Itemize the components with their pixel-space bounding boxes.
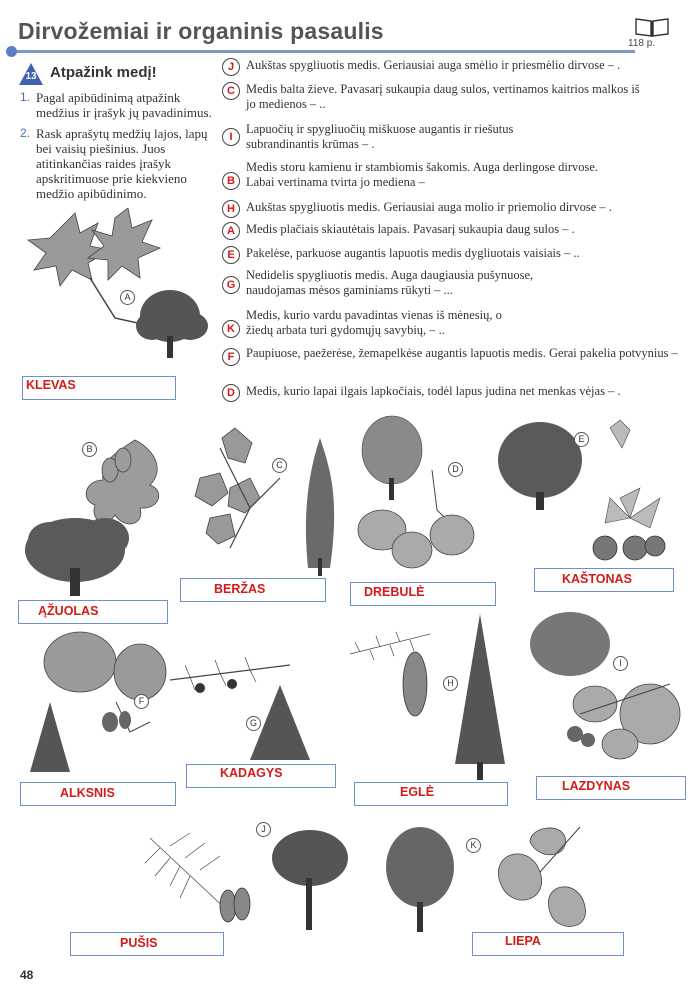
- task-number: 13: [25, 71, 37, 82]
- clue-answer-circle[interactable]: B: [222, 172, 240, 190]
- plate-label: F: [134, 694, 149, 709]
- answer-text: KLEVAS: [26, 378, 76, 392]
- plate-label: I: [613, 656, 628, 671]
- clue-item: [222, 346, 692, 361]
- instruction-text: Rask aprašytų medžių lajos, lapų bei vaisių piešinius. Juos atitinkančias raides įrašyk apskritimuose prie kiekvieno medžio apibūdinimo.: [36, 126, 208, 201]
- plate-label: H: [443, 676, 458, 691]
- answer-field-liepa[interactable]: [472, 932, 624, 956]
- clue-text: Paupiuose, paežerėse, žemapelkėse augantis lapuotis medis. Gerai pakelia potvynius –: [246, 346, 678, 360]
- clue-text: Medis balta žieve. Pavasarį sukaupia daug sulos, vertinamos kaitrios malkos iš jo medienos – ..: [246, 82, 640, 111]
- answer-text: LIEPA: [505, 934, 541, 948]
- clue-item: [222, 82, 692, 112]
- clue-answer-circle[interactable]: H: [222, 200, 240, 218]
- instruction-number: 2.: [20, 126, 31, 140]
- pine-illustration: [140, 818, 360, 933]
- answer-text: BERŽAS: [214, 582, 266, 596]
- answer-text: DREBULĖ: [364, 585, 425, 599]
- spruce-illustration: [340, 614, 520, 784]
- oak-illustration: [15, 430, 180, 600]
- clue-text: Aukštas spygliuotis medis. Geriausiai auga smėlio ir priesmėlio dirvose – .: [246, 58, 621, 72]
- answer-text: LAZDYNAS: [562, 779, 631, 793]
- plate-label: A: [120, 290, 135, 305]
- clue-item: [222, 58, 692, 73]
- answer-text: PUŠIS: [120, 936, 158, 950]
- instruction-number: 1.: [20, 90, 31, 104]
- clue-answer-circle[interactable]: K: [222, 320, 240, 338]
- clue-text: Medis, kurio lapai ilgais lapkočiais, todėl lapus judina net menkas vėjas – .: [246, 384, 621, 398]
- clue-answer-circle[interactable]: A: [222, 222, 240, 240]
- instruction-text: Pagal apibūdinimą atpažink medžius ir įrašyk jų pavadinimus.: [36, 90, 212, 120]
- header-dot: [6, 46, 17, 57]
- plate-label: G: [246, 716, 261, 731]
- answer-text: ALKSNIS: [60, 786, 115, 800]
- clue-answer-circle[interactable]: C: [222, 82, 240, 100]
- answer-text: KADAGYS: [220, 766, 283, 780]
- plate-label: B: [82, 442, 97, 457]
- clue-item: [222, 200, 692, 215]
- answer-text: KAŠTONAS: [562, 572, 632, 586]
- task-title: Atpažink medį!: [50, 64, 157, 81]
- maple-illustration: [20, 208, 220, 373]
- hazel-illustration: [520, 604, 690, 774]
- plate-label: K: [466, 838, 481, 853]
- clue-answer-circle[interactable]: J: [222, 58, 240, 76]
- plate-label: E: [574, 432, 589, 447]
- birch-illustration: [190, 418, 350, 578]
- plate-label: C: [272, 458, 287, 473]
- juniper-illustration: [160, 640, 320, 765]
- page-title: Dirvožemiai ir organinis pasaulis: [18, 18, 384, 44]
- clue-text: Lapuočių ir spygliuočių miškuose augantis ir riešutus subrandinantis krūmas – .: [246, 122, 514, 151]
- page-number: 48: [20, 968, 34, 982]
- page-header: [10, 14, 690, 54]
- clue-text: Medis storu kamienu ir stambiomis šakomis. Auga derlingose dirvose. Labai vertinama tvirta jo mediena –: [246, 160, 599, 189]
- clue-answer-circle[interactable]: I: [222, 128, 240, 146]
- linden-illustration: [380, 822, 610, 937]
- plate-label: D: [448, 462, 463, 477]
- clue-item: [222, 160, 692, 190]
- clue-text: Pakelėse, parkuose augantis lapuotis medis dygliuotais vaisiais – ..: [246, 246, 580, 260]
- clue-text: Nedidelis spygliuotis medis. Auga daugiausia pušynuose, naudojamas mėsos gaminiams rūkyti – ...: [246, 268, 534, 297]
- header-rule: [10, 50, 635, 53]
- answer-text: ĄŽUOLAS: [38, 604, 99, 618]
- page-reference: 118 p.: [628, 38, 656, 49]
- answer-text: EGLĖ: [400, 785, 435, 799]
- book-icon: [634, 16, 670, 38]
- clue-item: [222, 246, 692, 261]
- clue-text: Medis, kurio vardu pavadintas vienas iš mėnesių, o žiedų arbata turi gydomųjų savybių, – ..: [246, 308, 502, 337]
- plate-label: J: [256, 822, 271, 837]
- clue-item: [222, 222, 692, 237]
- instruction-1: [20, 90, 215, 120]
- clue-answer-circle[interactable]: E: [222, 246, 240, 264]
- clue-text: Aukštas spygliuotis medis. Geriausiai auga molio ir priemolio dirvose – .: [246, 200, 612, 214]
- clue-answer-circle[interactable]: F: [222, 348, 240, 366]
- clue-text: Medis plačiais skiautėtais lapais. Pavasarį sukaupia daug sulos – .: [246, 222, 575, 236]
- instruction-2: [20, 126, 215, 201]
- clue-answer-circle[interactable]: G: [222, 276, 240, 294]
- clue-item: [222, 308, 692, 338]
- aspen-illustration: [352, 410, 480, 580]
- clue-item: [222, 384, 692, 399]
- clue-item: [222, 122, 692, 152]
- clue-answer-circle[interactable]: D: [222, 384, 240, 402]
- clue-item: [222, 268, 692, 298]
